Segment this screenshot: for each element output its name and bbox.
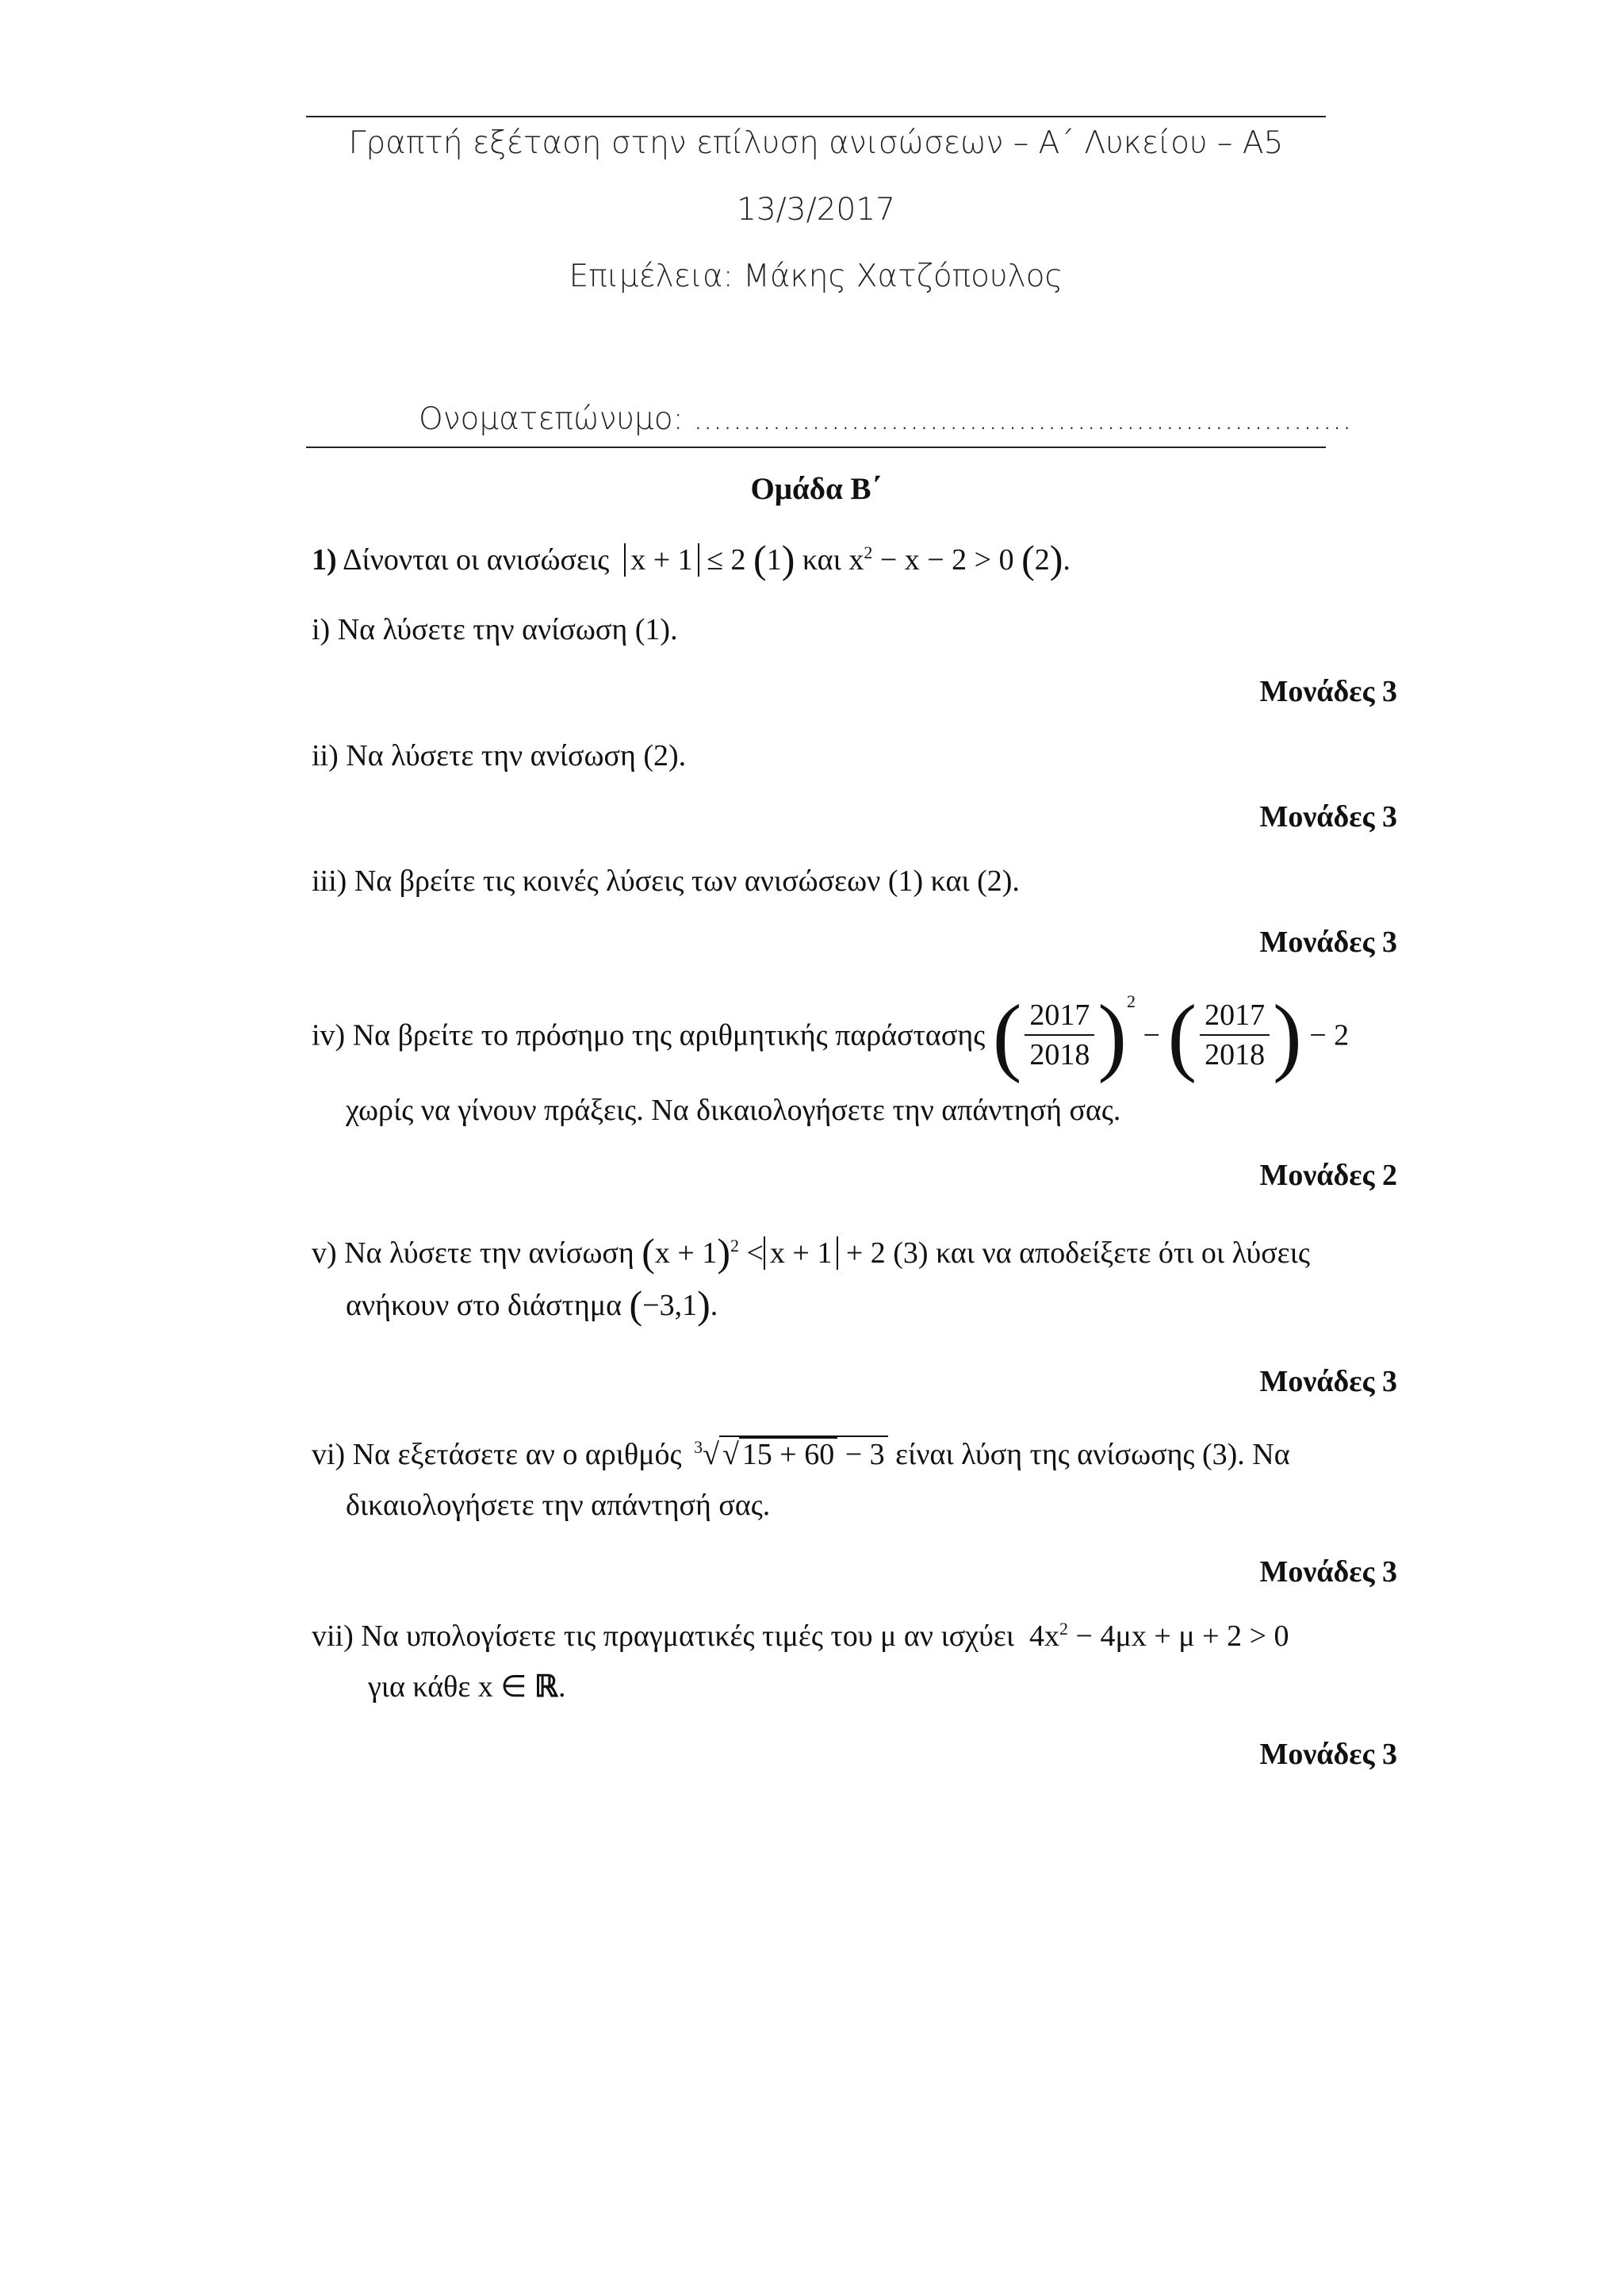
question-vi-text: vi) Να εξετάσετε αν ο αριθμός [312,1438,682,1471]
cube-root-body [719,1435,888,1470]
question-vii-text: vii) Να υπολογίσετε τις πραγματικές τιμές του μ αν ισχύει [312,1619,1015,1653]
fraction-1-exponent: 2 [1127,991,1136,1011]
exam-title: Γραπτή εξέταση στην επίλυση ανισώσεων – Α΄ Λυκείου – Α5 [348,125,1284,161]
fraction-2-numerator: 2017 [1200,998,1270,1036]
real-numbers-set: ℝ [534,1670,559,1704]
question-iv-line2: χωρίς να γίνουν πράξεις. Να δικαιολογήσετε την απάντησή σας. [346,1094,1121,1127]
question-i: i) Να λύσετε την ανίσωση (1). [312,613,678,646]
ineq2-base: x [848,543,864,577]
abs-expression: x + 1 [624,543,699,577]
question-vi-line2: δικαιολογήσετε την απάντησή σας. [346,1489,771,1522]
question-v-text: v) Να λύσετε την ανίσωση [312,1236,634,1270]
minus-sign: − [1143,1018,1160,1052]
marks-ii: Μονάδες 3 [1259,800,1397,834]
less-than-sign: < [746,1236,764,1270]
fraction-2 [1200,998,1270,1072]
exam-editor: Επιμέλεια: Μάκης Χατζόπουλος [569,259,1063,294]
question-ii: ii) Να λύσετε την ανίσωση (2). [312,739,687,772]
marks-i: Μονάδες 3 [1259,675,1397,708]
question-vii-line2 [368,1669,566,1704]
question-iv-tail: − 2 [1309,1018,1350,1052]
marks-iii: Μονάδες 3 [1259,926,1397,959]
question-vi-tail: είναι λύση της ανίσωσης (3). Να [895,1438,1290,1471]
marks-vii: Μονάδες 3 [1259,1738,1397,1771]
question-v-line2-text: ανήκουν στο διάστημα [346,1289,622,1322]
group-title: Ομάδα Β΄ [750,472,882,506]
question-v-tail: + 2 (3) και να αποδείξετε ότι οι λύσεις [845,1236,1310,1270]
and-word: και [802,543,841,577]
problem-number: 1) [312,543,337,577]
top-rule [306,116,1326,117]
fraction-1-denominator: 2018 [1029,1038,1090,1072]
expr-rest: − 4μx + μ + 2 > 0 [1075,1619,1289,1653]
ineq2-rest: − x − 2 > 0 [879,543,1014,577]
question-v-base: x + 1 [654,1236,718,1270]
period: . [1063,543,1071,577]
question-iv-text: iv) Να βρείτε το πρόσημο της αριθμητικής παράστασης [312,1018,986,1052]
ineq1-relation: ≤ 2 [707,543,746,577]
problem-intro: Δίνονται οι ανισώσεις [343,543,610,577]
fraction-1 [1025,998,1094,1072]
ineq2-exponent: 2 [864,542,873,562]
question-iv: iv) Να βρείτε το πρόσημο της αριθμητικής παράστασης ( $\frac{2017}{2018}$ )$^2$ − ( $\frac{2017}{2018}$ ) − 2 [312,987,1350,1084]
question-vii-line2-text: για κάθε x ∈ [368,1670,534,1704]
fraction-1-numerator: 2017 [1025,998,1094,1036]
radical-sign: √ [703,1438,719,1471]
question-v: v) Να λύσετε την ανίσωση $(x + 1)^2 < x + 1 + 2$ (3) και να αποδείξετε ότι οι λύσεις [312,1230,1310,1274]
interval: −3,1 [642,1289,698,1322]
ineq2-tag: 2 [1034,543,1050,577]
exam-date: 13/3/2017 [737,192,895,228]
bottom-rule [306,447,1326,448]
marks-vi: Μονάδες 3 [1259,1555,1397,1589]
radicand: 15 + 60 [739,1437,837,1470]
marks-v: Μονάδες 3 [1259,1365,1397,1398]
expr-exponent: 2 [1059,1619,1069,1639]
question-v-exponent: 2 [730,1236,739,1255]
period: . [710,1289,718,1322]
expr-leading: 4x [1029,1619,1060,1653]
radicand-minus: − 3 [845,1438,885,1471]
period: . [558,1670,566,1704]
fraction-2-denominator: 2018 [1205,1038,1266,1072]
ineq1-tag: 1 [766,543,782,577]
question-vii [312,1619,1289,1654]
marks-iv: Μονάδες 2 [1259,1159,1397,1192]
question-vi [312,1435,1290,1472]
problem-statement: 1) Δίνονται οι ανισώσεις x + 1 ≤ 2 (1) και $x^2 - x - 2 > 0$ (2). [312,537,1071,581]
cube-root-index: 3 [694,1437,703,1457]
question-v-abs: x + 1 [764,1236,838,1270]
question-v-line2: ανήκουν στο διάστημα (−3,1). [346,1282,718,1327]
student-name-field: Ονοματεπώνυμο: ................................................................... [419,401,1352,437]
question-iii: iii) Να βρείτε τις κοινές λύσεις των ανισώσεων (1) και (2). [312,864,1020,898]
inner-root-sign: √ [722,1438,739,1471]
